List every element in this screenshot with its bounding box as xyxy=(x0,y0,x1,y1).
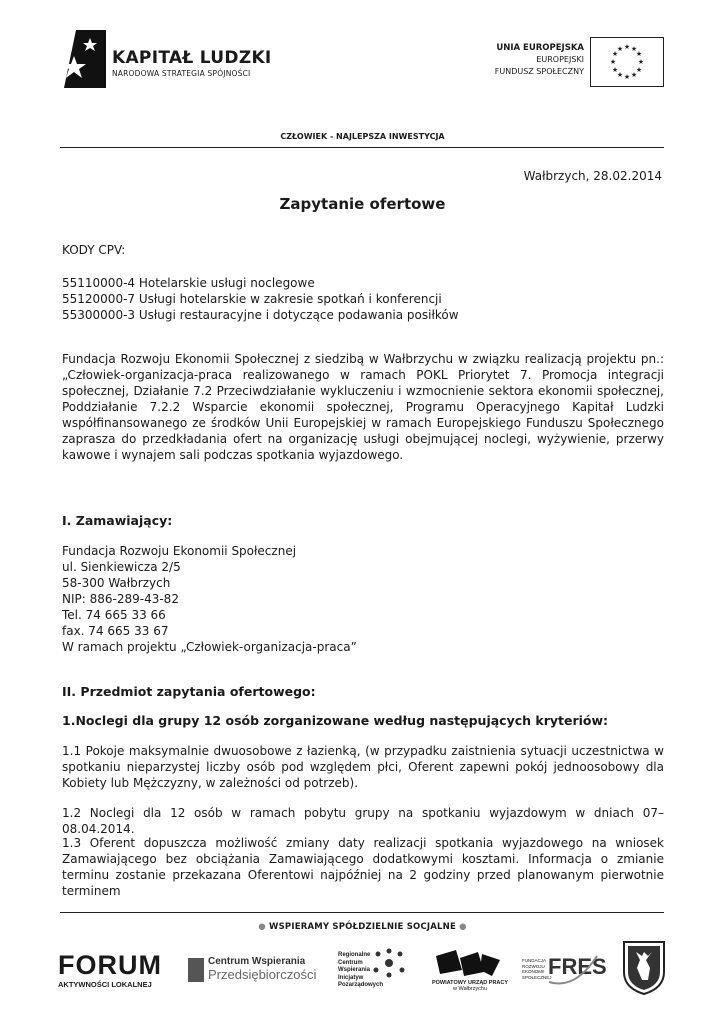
fres-small-line: EKONOMII xyxy=(522,969,545,974)
svg-text:★: ★ xyxy=(623,73,631,81)
pup-logo-text xyxy=(428,980,512,992)
fres-small-line: FUNDACJA xyxy=(522,958,547,963)
eu-flag xyxy=(590,37,664,87)
footer-divider xyxy=(60,912,664,913)
forum-logo-sub: AKTYWNOŚCI LOKALNEJ xyxy=(58,980,152,989)
paragraph-1-2: 1.2 Noclegi dla 12 osób w ramach pobytu grupy na spotkaniu wyjazdowym w dniach 07–08.04.2014. xyxy=(62,806,664,836)
pup-line1: POWIATOWY URZĄD PRACY xyxy=(431,980,509,986)
intro-paragraph: Fundacja Rozwoju Ekonomii Społecznej z siedzibą w Wałbrzychu w związku realizacją projektu pn.: „Człowiek-organizacja-praca realizowanego w ramach POKL Priorytet 7. Promocja integracji społecznej, Działanie 7.2 Przeciwdziałanie wykluczeniu i wzmocnienie sektora ekonomii społecznej, Poddziałanie 7.2.2 Wsparcie ekonomii społecznej, Programu Operacyjnego Kapitał Ludzki współfinansowanego ze środków Unii Europejskiej w ramach Europejskiego Funduszu Społecznego zaprasza do przedkładania ofert na organizację usługi obejmującej noclegi, wyżywienie, przerwy kawowe i wynajem sali podczas spotkania wyjazdowego. xyxy=(62,352,664,462)
document-date: Wałbrzych, 28.02.2014 xyxy=(523,169,662,183)
logo-title: KAPITAŁ LUDZKI xyxy=(112,48,272,68)
orderer-line: Fundacja Rozwoju Ekonomii Społecznej xyxy=(62,544,297,558)
cwp-line2: Przedsiębiorczości xyxy=(208,967,317,982)
section-subject-heading: II. Przedmiot zapytania ofertowego: xyxy=(62,684,316,699)
svg-text:★: ★ xyxy=(616,45,624,53)
pup-line2: w Wałbrzychu xyxy=(452,986,488,992)
subsection-lodging-heading: 1.Noclegi dla grupy 12 osób zorganizowane według następujących kryteriów: xyxy=(62,713,609,728)
fres-small-line: ROZWOJU xyxy=(522,963,545,969)
svg-text:★: ★ xyxy=(616,71,624,79)
cwp-logo-mark-icon xyxy=(188,958,204,982)
svg-text:★: ★ xyxy=(630,71,638,79)
rcwip-line: Centrum xyxy=(338,959,363,966)
eu-text xyxy=(468,42,584,78)
paragraph-1-1: 1.1 Pokoje maksymalnie dwuosobowe z łazienką, (w przypadku zaistnienia sytuacji uczestnictwa w spotkaniu nieparzystej liczby osób pod względem płci, Oferent zapewni pokój jednoosobowy dla Kobiety lub Mężczyzny, w zależności od potrzeb). xyxy=(62,744,664,790)
cwp-logo-text xyxy=(208,956,316,982)
fres-swoosh-icon xyxy=(545,950,601,986)
rcwip-figures-icon xyxy=(370,948,408,978)
svg-text:★: ★ xyxy=(609,58,617,66)
eu-line3: FUNDUSZ SPOŁECZNY xyxy=(494,67,584,76)
orderer-line: 58-300 Wałbrzych xyxy=(62,576,171,590)
orderer-line: fax. 74 665 33 67 xyxy=(62,624,169,638)
cpv-item: 55120000-7 Usługi hotelarskie w zakresie spotkań i konferencji xyxy=(62,292,442,306)
header-divider xyxy=(60,147,664,148)
cpv-label: KODY CPV: xyxy=(62,243,126,257)
svg-text:★: ★ xyxy=(637,58,645,66)
kapital-ludzki-logo-icon xyxy=(60,28,108,90)
orderer-line: W ramach projektu „Człowiek-organizacja-praca” xyxy=(62,640,357,654)
fres-small-line: SPOŁECZNEJ xyxy=(522,974,552,980)
forum-logo-main: FORUM xyxy=(58,950,162,980)
footer-slogan xyxy=(0,922,725,932)
cpv-item: 55110000-4 Hotelarskie usługi noclegowe xyxy=(62,276,315,290)
coat-of-arms-icon xyxy=(622,938,666,996)
paragraph-1-3: 1.3 Oferent dopuszcza możliwość zmiany daty realizacji spotkania wyjazdowego na wniosek Zamawiającego bez obciążania Zamawiającego dodatkowymi kosztami. Informacja o zmianie terminu zostanie przekazana Oferentowi najpóźniej na 2 godziny przed planowanym pierwotnie terminem xyxy=(62,836,664,898)
forum-logo xyxy=(58,950,166,989)
svg-text:★: ★ xyxy=(611,66,619,74)
bullet-icon: ● xyxy=(459,922,467,932)
svg-text:★: ★ xyxy=(635,66,643,74)
svg-text:★: ★ xyxy=(630,45,638,53)
svg-text:★: ★ xyxy=(611,50,619,58)
cpv-item: 55300000-3 Usługi restauracyjne i dotyczące podawania posiłków xyxy=(62,308,459,322)
svg-text:★: ★ xyxy=(623,43,631,51)
orderer-line: NIP: 886-289-43-82 xyxy=(62,592,179,606)
cwp-line1: Centrum Wspierania xyxy=(208,956,306,967)
orderer-address xyxy=(62,543,664,655)
svg-text:★: ★ xyxy=(635,50,643,58)
bullet-icon: ● xyxy=(258,922,266,932)
eu-stars-icon xyxy=(591,38,663,86)
orderer-line: ul. Sienkiewicza 2/5 xyxy=(62,560,181,574)
eu-line1: UNIA EUROPEJSKA xyxy=(496,43,584,53)
section-orderer-heading: I. Zamawiający: xyxy=(62,513,173,528)
logo-subtitle: NARODOWA STRATEGIA SPÓJNOŚCI xyxy=(112,69,251,78)
header-slogan: CZŁOWIEK - NAJLEPSZA INWESTYCJA xyxy=(280,132,445,141)
pup-logo-icon xyxy=(432,948,504,978)
cpv-list xyxy=(62,275,664,323)
rcwip-line: Regionalne xyxy=(338,952,371,958)
fres-logo-main: FRES xyxy=(548,954,607,979)
rcwip-line: Wspierania xyxy=(338,967,371,973)
eu-line2: EUROPEJSKI xyxy=(536,55,584,64)
footer-slogan-text: WSPIERAMY SPÓŁDZIELNIE SOCJALNE xyxy=(269,922,456,932)
orderer-line: Tel. 74 665 33 66 xyxy=(62,608,166,622)
document-title: Zapytanie ofertowe xyxy=(279,195,446,213)
rcwip-line: Inicjatyw Pozarządowych xyxy=(338,974,384,988)
